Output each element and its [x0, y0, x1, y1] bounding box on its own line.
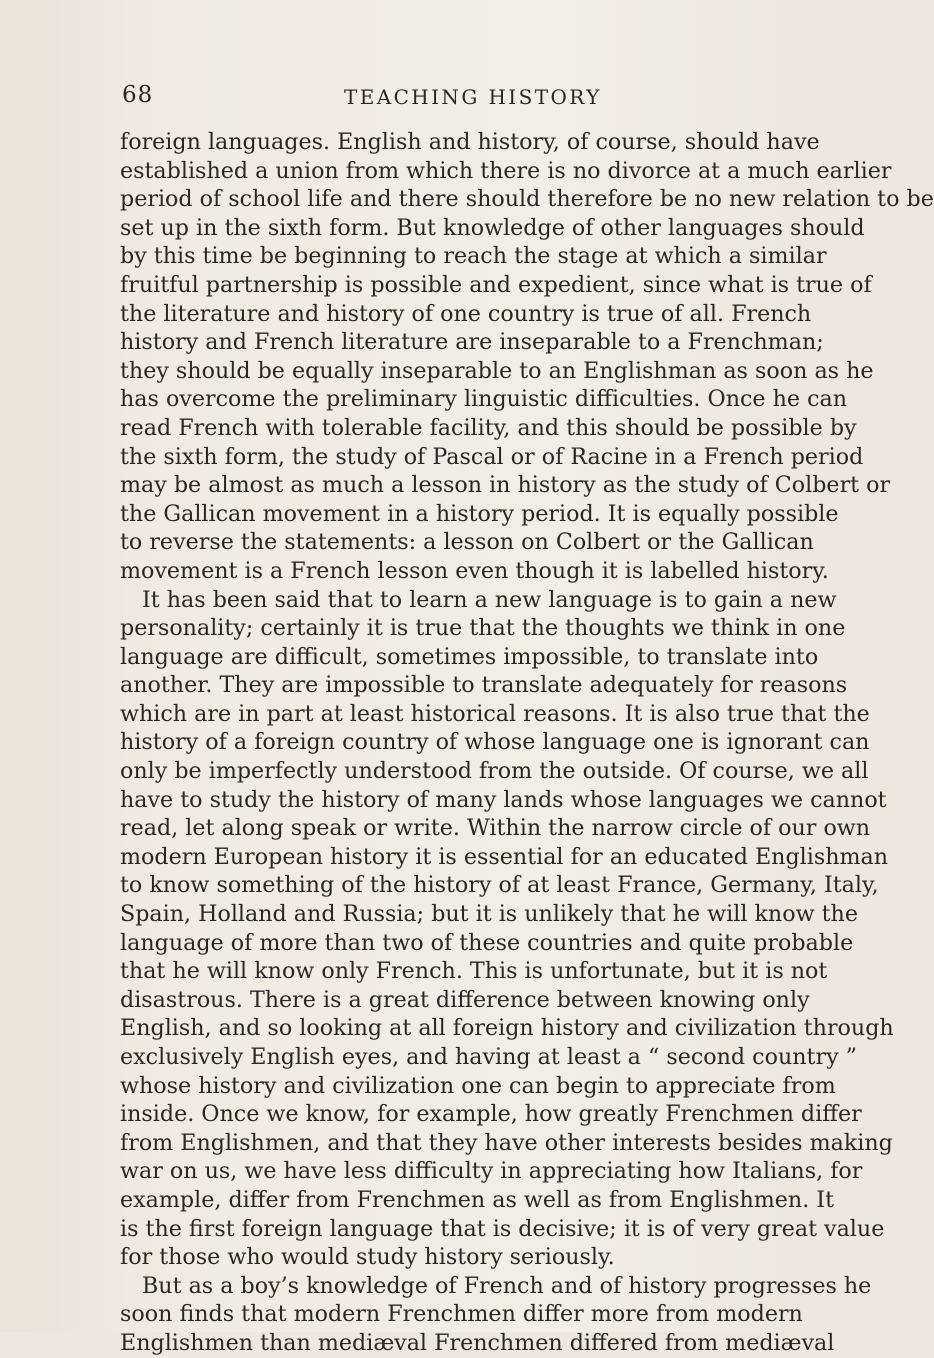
text-line: war on us, we have less difficulty in appreciating how Italians, for: [120, 1158, 863, 1185]
text-line: history of a foreign country of whose language one is ignorant can: [120, 729, 870, 756]
text-line: period of school life and there should therefore be no new relation to be: [120, 186, 934, 213]
text-line: the Gallican movement in a history period. It is equally possible: [120, 500, 839, 527]
text-line: disastrous. There is a great difference between knowing only: [120, 986, 810, 1013]
text-line: another. They are impossible to translate adequately for reasons: [120, 672, 848, 699]
text-line: the literature and history of one country is true of all. French: [120, 300, 812, 327]
text-line: that he will know only French. This is unfortunate, but it is not: [120, 958, 828, 985]
paragraph-end-line: for those who would study history seriously.: [120, 1244, 615, 1271]
text-line: established a union from which there is no divorce at a much earlier: [120, 157, 892, 184]
text-line: the sixth form, the study of Pascal or of Racine in a French period: [120, 443, 864, 470]
text-line: modern European history it is essential for an educated Englishman: [120, 843, 889, 870]
paragraph-start-line: It has been said that to learn a new language is to gain a new: [142, 586, 837, 613]
text-line: Spain, Holland and Russia; but it is unlikely that he will know the: [120, 901, 858, 928]
text-line: personality; certainly it is true that the thoughts we think in one: [120, 615, 846, 642]
text-line: whose history and civilization one can begin to appreciate from: [120, 1072, 836, 1099]
text-line: soon finds that modern Frenchmen differ more from modern: [120, 1301, 803, 1328]
text-line: may be almost as much a lesson in history as the study of Colbert or: [120, 472, 891, 499]
text-line: exclusively English eyes, and having at least a “ second country ”: [120, 1044, 857, 1070]
text-line: example, differ from Frenchmen as well as from Englishmen. It: [120, 1186, 834, 1213]
text-line: from Englishmen, and that they have other interests besides making: [120, 1129, 893, 1156]
text-line: to know something of the history of at least France, Germany, Italy,: [120, 872, 879, 899]
text-line: set up in the sixth form. But knowledge of other languages should: [120, 214, 865, 241]
text-line: Englishmen than mediæval Frenchmen differed from mediæval: [120, 1329, 835, 1356]
text-line: fruitful partnership is possible and expedient, since what is true of: [120, 271, 872, 298]
text-line: they should be equally inseparable to an Englishman as soon as he: [120, 357, 874, 384]
text-line: history and French literature are inseparable to a Frenchman;: [120, 329, 824, 356]
text-line: have to study the history of many lands whose languages we cannot: [120, 786, 887, 813]
text-line: foreign languages. English and history, of course, should have: [120, 129, 820, 155]
running-title: TEACHING HISTORY: [344, 85, 602, 109]
text-line: to reverse the statements: a lesson on Colbert or the Gallican: [120, 529, 814, 556]
text-line: inside. Once we know, for example, how greatly Frenchmen differ: [120, 1101, 862, 1128]
paragraph-start-line: But as a boy’s knowledge of French and of history progresses he: [142, 1272, 872, 1299]
text-line: which are in part at least historical reasons. It is also true that the: [120, 700, 870, 727]
page-number: 68: [122, 82, 154, 108]
running-head: [122, 82, 764, 112]
text-line: read, let along speak or write. Within the narrow circle of our own: [120, 815, 871, 842]
text-line: English, and so looking at all foreign history and civilization through: [120, 1015, 894, 1042]
text-line: by this time be beginning to reach the stage at which a similar: [120, 243, 827, 270]
body-text: [120, 128, 934, 1358]
text-line: read French with tolerable facility, and this should be possible by: [120, 414, 857, 441]
text-line: language are difficult, sometimes impossible, to translate into: [120, 643, 819, 670]
text-line: has overcome the preliminary linguistic difficulties. Once he can: [120, 386, 848, 413]
text-line: language of more than two of these countries and quite probable: [120, 929, 854, 956]
text-line: only be imperfectly understood from the outside. Of course, we all: [120, 758, 869, 785]
text-line: is the first foreign language that is decisive; it is of very great value: [120, 1215, 885, 1242]
paragraph-end-line: movement is a French lesson even though it is labelled history.: [120, 557, 829, 584]
